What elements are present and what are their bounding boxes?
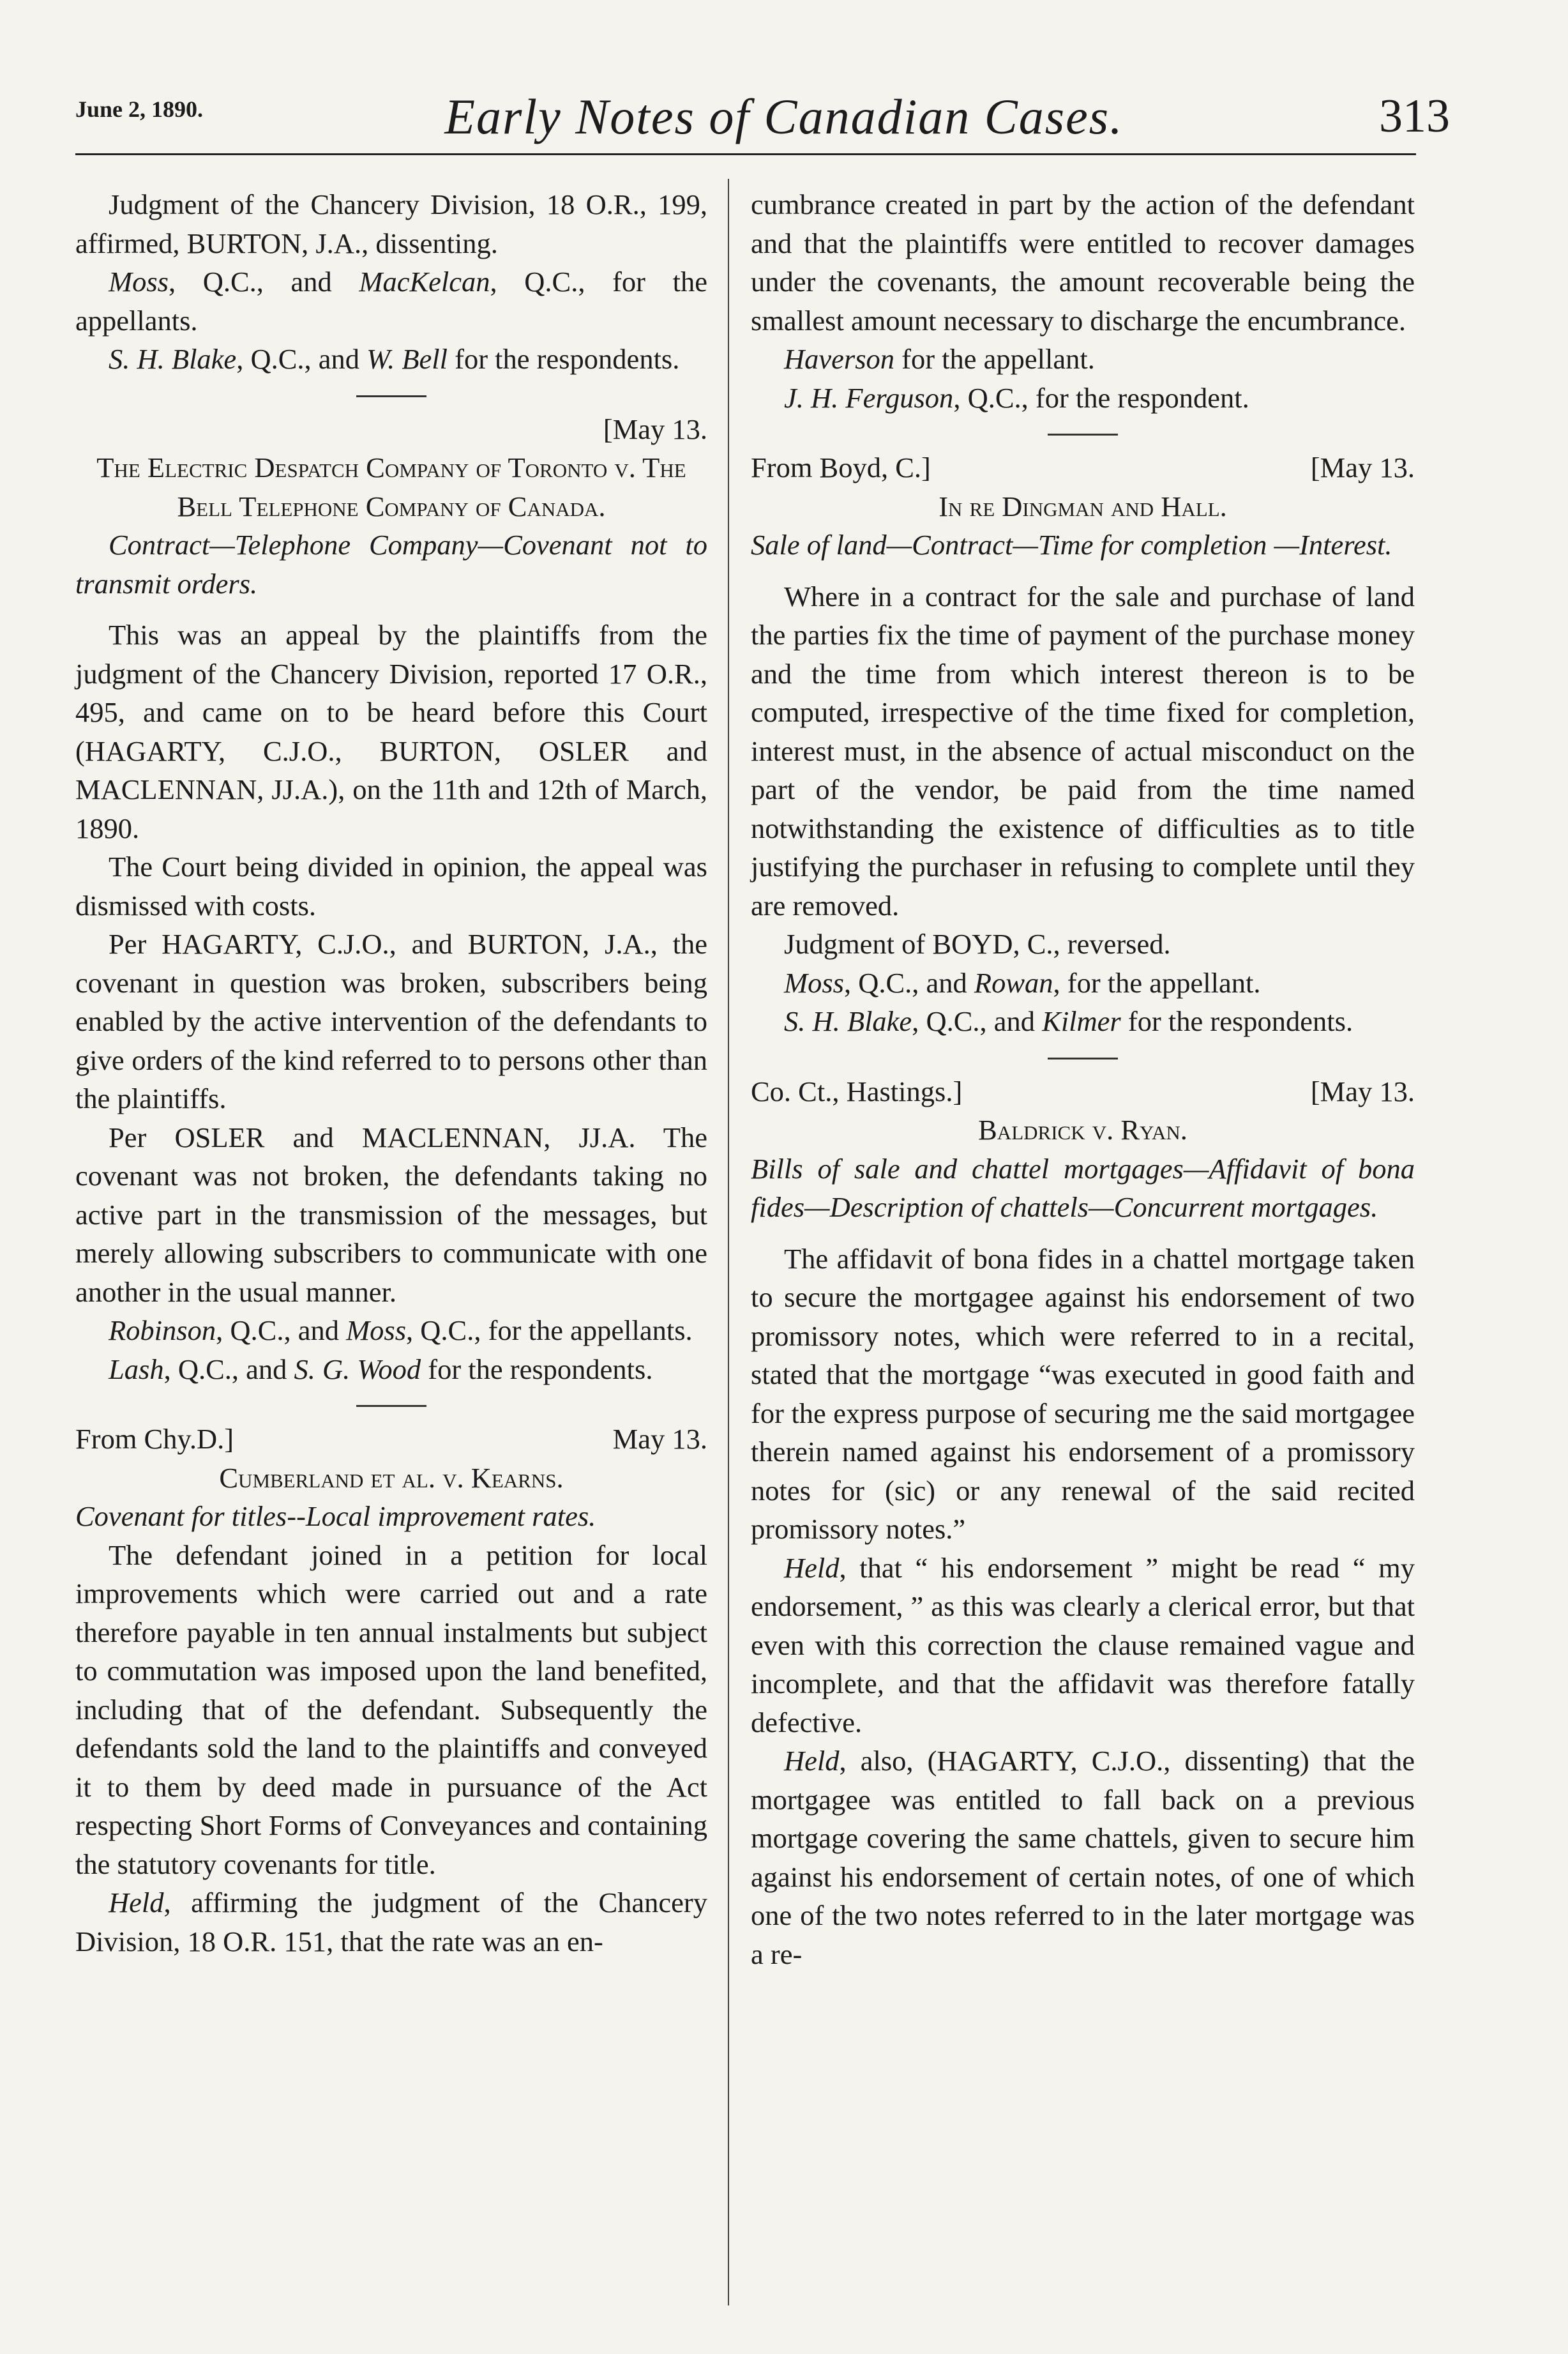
held-text: , affirming the judgment of the Chancery Division, 18 O.R. 151, that the rate was an en- (75, 1887, 707, 1957)
running-title: Early Notes of Canadian Cases. (444, 89, 1124, 144)
counsel-text: , Q.C., for the appellants. (75, 266, 707, 337)
right-column (751, 185, 1415, 1973)
case-paragraph: Per HAGARTY, C.J.O., and BURTON, J.A., the covenant in question was broken, subscribers being enabled by the active intervention of the defendants to give orders of the kind referred to to persons other than the plaintiffs. (75, 928, 707, 1114)
counsel-name: W. Bell (366, 343, 448, 375)
counsel-name: Haverson (784, 343, 895, 375)
case-paragraph: The affidavit of bona fides in a chattel mortgage taken to secure the mortgagee against his endorsement of two promissory notes, which were referred to in a recital, stated that the mortgage “was executed in good faith and for the express purpose of securing me the said mortgagee therein named against his endorsement of a promissory notes for (sic) or any renewal of the said recited promissory notes.” (751, 1242, 1415, 1545)
counsel-text: , Q.C., for the appellants. (406, 1314, 693, 1346)
case-date: [May 13. (1310, 1075, 1415, 1107)
case-paragraph: This was an appeal by the plaintiffs from the judgment of the Chancery Division, reported 17 O.R., 495, and came on to be heard before this Court (HAGARTY, C.J.O., BURTON, OSLER and MACLENNAN, JJ.A.), on the 11th and 12th of March, 1890. (75, 619, 707, 844)
counsel-name: Robinson (109, 1314, 216, 1346)
case-separator (356, 395, 426, 397)
counsel-name: MacKelcan (359, 266, 490, 298)
left-column (75, 185, 707, 1961)
case-parties: In re Dingman and Hall. (939, 490, 1227, 522)
held-text: , that “ his endorsement ” might be read “ my endorsement, ” as this was clearly a clerical error, but that even with this correction the clause remained vague and incomplete, and that the affidavit was therefore fatally defective. (751, 1551, 1415, 1738)
counsel-appellants (75, 262, 707, 340)
counsel-appellant (751, 964, 1415, 1003)
page-number: 313 (1379, 90, 1450, 142)
case-parties: Cumberland et al. v. Kearns. (219, 1461, 564, 1494)
case-heading (75, 1420, 707, 1459)
case-date: [May 13. (1310, 452, 1415, 483)
counsel-text: , for the appellant. (1053, 966, 1261, 999)
case-headnote: Contract—Telephone Company—Covenant not to transmit orders. (75, 529, 707, 600)
counsel-text: for the appellant. (894, 343, 1095, 375)
case-held (751, 1549, 1415, 1742)
counsel-name: S. H. Blake (784, 1005, 912, 1037)
counsel-text: , Q.C., and (163, 1353, 294, 1385)
counsel-text: , Q.C., for the respondent. (953, 381, 1249, 414)
counsel-text: , Q.C., and (216, 1314, 347, 1346)
counsel-name: Lash (109, 1353, 164, 1385)
held-label: Held (784, 1551, 840, 1584)
case-paragraph: Judgment of BOYD, C., reversed. (784, 928, 1171, 960)
case-paragraph: The Court being divided in opinion, the appeal was dismissed with costs. (75, 851, 707, 922)
counsel-name: Kilmer (1042, 1005, 1121, 1037)
case-heading (751, 448, 1415, 487)
counsel-respondent (751, 379, 1415, 418)
held-label: Held (784, 1745, 840, 1777)
counsel-text: for the respondents. (1120, 1005, 1353, 1037)
counsel-name: S. G. Wood (294, 1353, 421, 1385)
case-paragraph: The defendant joined in a petition for local improvements which were carried out and a rate therefore payable in ten annual instalments but subject to commutation was imposed upon the land benefited, including that of the defendant. Subsequently the defendants sold the land to the plaintiffs and conveyed it to them by deed made in pursuance of the Act respecting Short Forms of Conveyances and containing the statutory covenants for title. (75, 1538, 707, 1880)
case-court: Co. Ct., Hastings.] (751, 1075, 963, 1107)
case-court: From Boyd, C.] (751, 452, 931, 483)
counsel-text: , Q.C., and (236, 343, 367, 375)
case-paragraph: Per OSLER and MACLENNAN, JJ.A. The covenant was not broken, the defendants taking no active part in the transmission of the messages, but merely allowing subscribers to communicate with one another in the usual manner. (75, 1121, 707, 1308)
carryover-judgment: Judgment of the Chancery Division, 18 O.R., 199, affirmed, BURTON, J.A., dissenting. (75, 188, 707, 259)
carryover-paragraph: cumbrance created in part by the action of the defendant and that the plaintiffs were entitled to recover damages under the covenants, the amount recoverable being the smallest amount necessary to discharge the encumbrance. (751, 188, 1415, 337)
counsel-respondents (75, 340, 707, 379)
case-separator (1048, 1058, 1118, 1059)
counsel-name: Moss (784, 966, 844, 999)
case-paragraph: Where in a contract for the sale and purchase of land the parties fix the time of payment of the purchase money and the time from which interest thereon is to be computed, irrespective of the time fixed for completion, interest must, in the absence of actual misconduct on the part of the vendor, be paid from the time named notwithstanding the existence of difficulties as to title justifying the purchaser in refusing to complete until they are removed. (751, 580, 1415, 922)
header-date: June 2, 1890. (75, 96, 204, 122)
counsel-text: for the respondents. (421, 1353, 653, 1385)
case-date: May 13. (612, 1423, 707, 1455)
case-court: From Chy.D.] (75, 1423, 234, 1455)
counsel-name: Moss (346, 1314, 407, 1346)
counsel-text: , Q.C., and (912, 1005, 1043, 1037)
column-divider (728, 179, 729, 2305)
case-separator (1048, 434, 1118, 436)
counsel-name: Rowan (974, 966, 1053, 999)
counsel-name: Moss (109, 266, 169, 298)
case-held (75, 1883, 707, 1961)
counsel-appellant (751, 340, 1415, 379)
counsel-respondents (75, 1350, 707, 1389)
counsel-name: S. H. Blake (109, 343, 237, 375)
case-parties: The Electric Despatch Company of Toronto v. The Bell Telephone Company of Canada. (96, 452, 686, 522)
case-heading (751, 1072, 1415, 1111)
case-headnote: Covenant for titles--Local improvement rates. (75, 1500, 596, 1532)
counsel-text: , Q.C., and (168, 266, 359, 298)
case-separator (356, 1405, 426, 1407)
case-headnote: Bills of sale and chattel mortgages—Affidavit of bona fides—Description of chattels—Concurrent mortgages. (751, 1152, 1415, 1223)
case-parties: Baldrick v. Ryan. (978, 1114, 1187, 1146)
header-rule (75, 153, 1416, 155)
case-headnote: Sale of land—Contract—Time for completion —Interest. (751, 529, 1392, 561)
counsel-text: , Q.C., and (843, 966, 974, 999)
counsel-respondents (751, 1002, 1415, 1041)
counsel-appellants (75, 1311, 707, 1350)
case-held (751, 1742, 1415, 1973)
held-text: , also, (HAGARTY, C.J.O., dissenting) that the mortgagee was entitled to fall back on a previous mortgage covering the same chattels, given to secure him against his endorsement of certain notes, of one of which one of the two notes referred to in the later mortgage was a re- (751, 1745, 1415, 1970)
case-date: [May 13. (603, 413, 707, 445)
counsel-name: J. H. Ferguson (784, 381, 954, 414)
counsel-text: for the respondents. (448, 343, 680, 375)
held-label: Held (109, 1887, 164, 1918)
